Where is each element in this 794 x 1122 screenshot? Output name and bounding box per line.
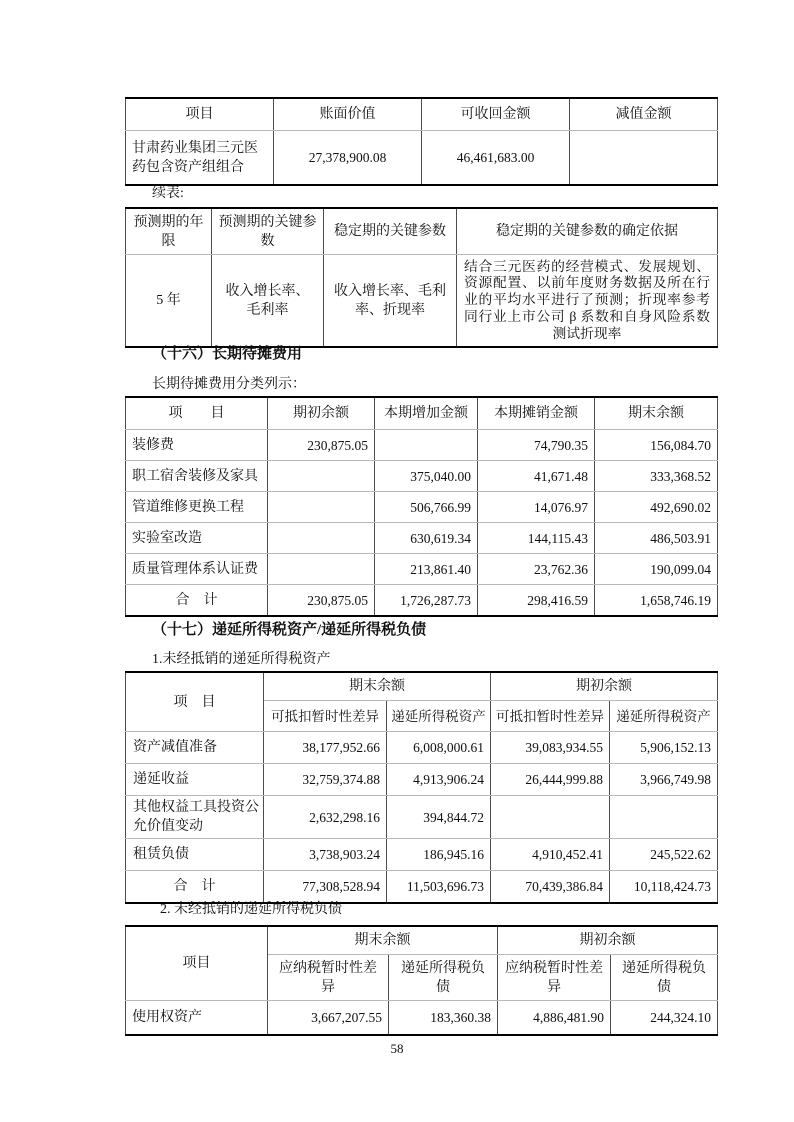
table-row (126, 796, 718, 839)
dta-subheading: 1.未经抵销的递延所得税资产 (152, 652, 331, 667)
table-row (126, 430, 718, 461)
header-cell: 本期增加金额 (375, 397, 478, 430)
data-cell: 结合三元医药的经营模式、发展规划、资源配置、以前年度财务数据及所在行业的平均水平进行了预测；折现率参考同行业上市公司 β 系数和自身风险系数测试折现率 (457, 255, 718, 348)
data-cell: 41,671.48 (478, 461, 595, 492)
deferred-tax-asset-table (125, 671, 718, 904)
header-cell: 预测期的关键参数 (212, 208, 324, 255)
table-row (126, 764, 718, 796)
header-cell: 稳定期的关键参数的确定依据 (457, 208, 718, 255)
deferred-tax-liability-table (125, 925, 718, 1036)
data-cell: 26,444,999.88 (491, 764, 610, 796)
header-cell: 本期摊销金额 (478, 397, 595, 430)
header-cell: 项 目 (126, 397, 268, 430)
data-cell: 298,416.59 (478, 585, 595, 617)
data-cell: 486,503.91 (595, 523, 718, 554)
data-cell: 收入增长率、毛利率、折现率 (324, 255, 457, 348)
data-cell: 4,913,906.24 (387, 764, 491, 796)
continuation-label: 续表: (152, 186, 184, 201)
data-cell: 46,461,683.00 (422, 131, 570, 186)
data-cell: 2,632,298.16 (264, 796, 387, 839)
header-cell: 可收回金额 (422, 98, 570, 131)
data-cell: 使用权资产 (126, 1001, 268, 1036)
group-header-cell: 期末余额 (268, 926, 498, 955)
data-cell: 32,759,374.88 (264, 764, 387, 796)
total-row (126, 585, 718, 617)
data-cell: 5,906,152.13 (610, 732, 718, 764)
table-row (126, 523, 718, 554)
header-cell: 可抵扣暂时性差异 (264, 701, 387, 732)
table-row (126, 492, 718, 523)
data-cell (375, 430, 478, 461)
data-cell: 38,177,952.66 (264, 732, 387, 764)
data-cell: 装修费 (126, 430, 268, 461)
header-cell: 递延所得税资产 (387, 701, 491, 732)
table-header-row (126, 672, 718, 701)
data-cell: 186,945.16 (387, 839, 491, 871)
header-cell: 减值金额 (570, 98, 718, 131)
header-cell: 应纳税暂时性差异 (498, 955, 611, 1001)
data-cell: 收入增长率、毛利率 (212, 255, 324, 348)
data-cell: 甘肃药业集团三元医药包含资产组组合 (126, 131, 274, 186)
data-cell (268, 523, 375, 554)
data-cell: 4,886,481.90 (498, 1001, 611, 1036)
table-row (126, 461, 718, 492)
data-cell: 3,966,749.98 (610, 764, 718, 796)
data-cell: 5 年 (126, 255, 212, 348)
data-cell: 27,378,900.08 (274, 131, 422, 186)
data-cell: 230,875.05 (268, 585, 375, 617)
table-row (126, 732, 718, 764)
dtl-subheading: 2. 未经抵销的递延所得税负债 (160, 902, 342, 917)
data-cell: 4,910,452.41 (491, 839, 610, 871)
table-row (126, 255, 718, 348)
data-cell: 职工宿舍装修及家具 (126, 461, 268, 492)
data-cell: 70,439,386.84 (491, 871, 610, 904)
impairment-table (125, 97, 718, 186)
header-cell: 递延所得税负债 (611, 955, 718, 1001)
data-cell: 77,308,528.94 (264, 871, 387, 904)
data-cell: 144,115.43 (478, 523, 595, 554)
data-cell (491, 796, 610, 839)
total-row (126, 871, 718, 904)
table-row (126, 131, 718, 186)
data-cell: 1,658,746.19 (595, 585, 718, 617)
group-header-cell: 期初余额 (498, 926, 718, 955)
data-cell: 190,099.04 (595, 554, 718, 585)
data-cell: 245,522.62 (610, 839, 718, 871)
ltde-intro-text: 长期待摊费用分类列示： (152, 377, 306, 392)
data-cell: 11,503,696.73 (387, 871, 491, 904)
data-cell (268, 492, 375, 523)
table-row (126, 554, 718, 585)
data-cell: 递延收益 (126, 764, 264, 796)
data-cell: 492,690.02 (595, 492, 718, 523)
header-cell: 项目 (126, 926, 268, 1001)
data-cell: 394,844.72 (387, 796, 491, 839)
data-cell: 质量管理体系认证费 (126, 554, 268, 585)
section-16-heading: （十六）长期待摊费用 (152, 346, 303, 362)
data-cell (610, 796, 718, 839)
data-cell (268, 461, 375, 492)
data-cell: 1,726,287.73 (375, 585, 478, 617)
data-cell: 230,875.05 (268, 430, 375, 461)
data-cell: 375,040.00 (375, 461, 478, 492)
table-header-row (126, 397, 718, 430)
total-label-cell: 合 计 (126, 871, 264, 904)
header-cell: 可抵扣暂时性差异 (491, 701, 610, 732)
data-cell (570, 131, 718, 186)
data-cell: 资产减值准备 (126, 732, 264, 764)
table-row (126, 1001, 718, 1036)
data-cell: 630,619.34 (375, 523, 478, 554)
header-cell: 稳定期的关键参数 (324, 208, 457, 255)
table-row (126, 839, 718, 871)
data-cell: 其他权益工具投资公允价值变动 (126, 796, 264, 839)
long-term-deferred-expense-table (125, 396, 718, 617)
section-17-heading: （十七）递延所得税资产/递延所得税负债 (152, 622, 427, 638)
header-cell: 期末余额 (595, 397, 718, 430)
data-cell: 租赁负债 (126, 839, 264, 871)
data-cell: 14,076.97 (478, 492, 595, 523)
data-cell: 156,084.70 (595, 430, 718, 461)
header-cell: 项 目 (126, 672, 264, 732)
data-cell: 实验室改造 (126, 523, 268, 554)
header-cell: 项目 (126, 98, 274, 131)
header-cell: 应纳税暂时性差异 (268, 955, 389, 1001)
header-cell: 期初余额 (268, 397, 375, 430)
data-cell: 506,766.99 (375, 492, 478, 523)
data-cell: 3,667,207.55 (268, 1001, 389, 1036)
header-cell: 递延所得税资产 (610, 701, 718, 732)
group-header-cell: 期初余额 (491, 672, 718, 701)
header-cell: 账面价值 (274, 98, 422, 131)
data-cell: 213,861.40 (375, 554, 478, 585)
table-header-row (126, 208, 718, 255)
data-cell: 333,368.52 (595, 461, 718, 492)
header-cell: 递延所得税负债 (389, 955, 498, 1001)
forecast-params-table (125, 207, 718, 348)
group-header-cell: 期末余额 (264, 672, 491, 701)
data-cell: 244,324.10 (611, 1001, 718, 1036)
table-header-row (126, 98, 718, 131)
header-cell: 预测期的年限 (126, 208, 212, 255)
page-number: 58 (390, 1041, 404, 1056)
data-cell: 6,008,000.61 (387, 732, 491, 764)
data-cell: 74,790.35 (478, 430, 595, 461)
total-label-cell: 合 计 (126, 585, 268, 617)
data-cell: 23,762.36 (478, 554, 595, 585)
data-cell (268, 554, 375, 585)
data-cell: 10,118,424.73 (610, 871, 718, 904)
data-cell: 管道维修更换工程 (126, 492, 268, 523)
data-cell: 183,360.38 (389, 1001, 498, 1036)
table-header-row (126, 926, 718, 955)
data-cell: 3,738,903.24 (264, 839, 387, 871)
data-cell: 39,083,934.55 (491, 732, 610, 764)
